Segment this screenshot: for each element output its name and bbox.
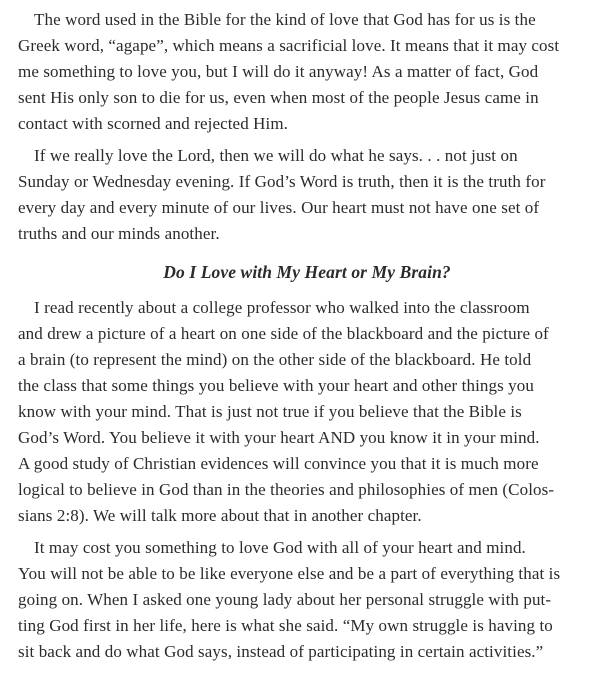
text-line: contact with scorned and rejected Him. [18,114,289,133]
text-line: The word used in the Bible for the kind of love that God has for us is the [34,10,536,29]
text-line: ting God first in her life, here is what she said. “My own struggle is having to [18,616,553,635]
text-line: logical to believe in God than in the theories and philosophies of men (Colos- [18,480,555,499]
section-heading: Do I Love with My Heart or My Brain? [163,262,451,282]
text-line: Sunday or Wednesday evening. If God’s Word is truth, then it is the truth for [18,172,546,191]
paragraph-agape-love [18,7,596,137]
text-line: sit back and do what God says, instead of participating in certain activities.” [18,642,544,661]
text-line: I read recently about a college professor who walked into the classroom [34,298,530,317]
text-line: know with your mind. That is just not true if you believe that the Bible is [18,402,522,421]
text-line: If we really love the Lord, then we will do what he says. . . not just on [34,146,518,165]
paragraph-college-professor [18,295,596,529]
text-line: and drew a picture of a heart on one side of the blackboard and the picture of [18,324,549,343]
text-line: sians 2:8). We will talk more about that in another chapter. [18,506,422,525]
paragraph-love-the-lord [18,143,596,247]
text-line: going on. When I asked one young lady about her personal struggle with put- [18,590,552,609]
text-line: Greek word, “agape”, which means a sacrificial love. It means that it may cost [18,36,560,55]
text-line: a brain (to represent the mind) on the other side of the blackboard. He told [18,350,532,369]
text-line: sent His only son to die for us, even when most of the people Jesus came in [18,88,539,107]
text-line: You will not be able to be like everyone else and be a part of everything that is [18,564,561,583]
text-line: me something to love you, but I will do it anyway! As a matter of fact, God [18,62,539,81]
text-line: the class that some things you believe with your heart and other things you [18,376,534,395]
text-line: every day and every minute of our lives. Our heart must not have one set of [18,198,540,217]
text-line: God’s Word. You believe it with your heart AND you know it in your mind. [18,428,540,447]
paragraph-cost-of-love [18,535,596,665]
text-line: It may cost you something to love God with all of your heart and mind. [34,538,526,557]
text-line: truths and our minds another. [18,224,220,243]
text-line: A good study of Christian evidences will convince you that it is much more [18,454,539,473]
